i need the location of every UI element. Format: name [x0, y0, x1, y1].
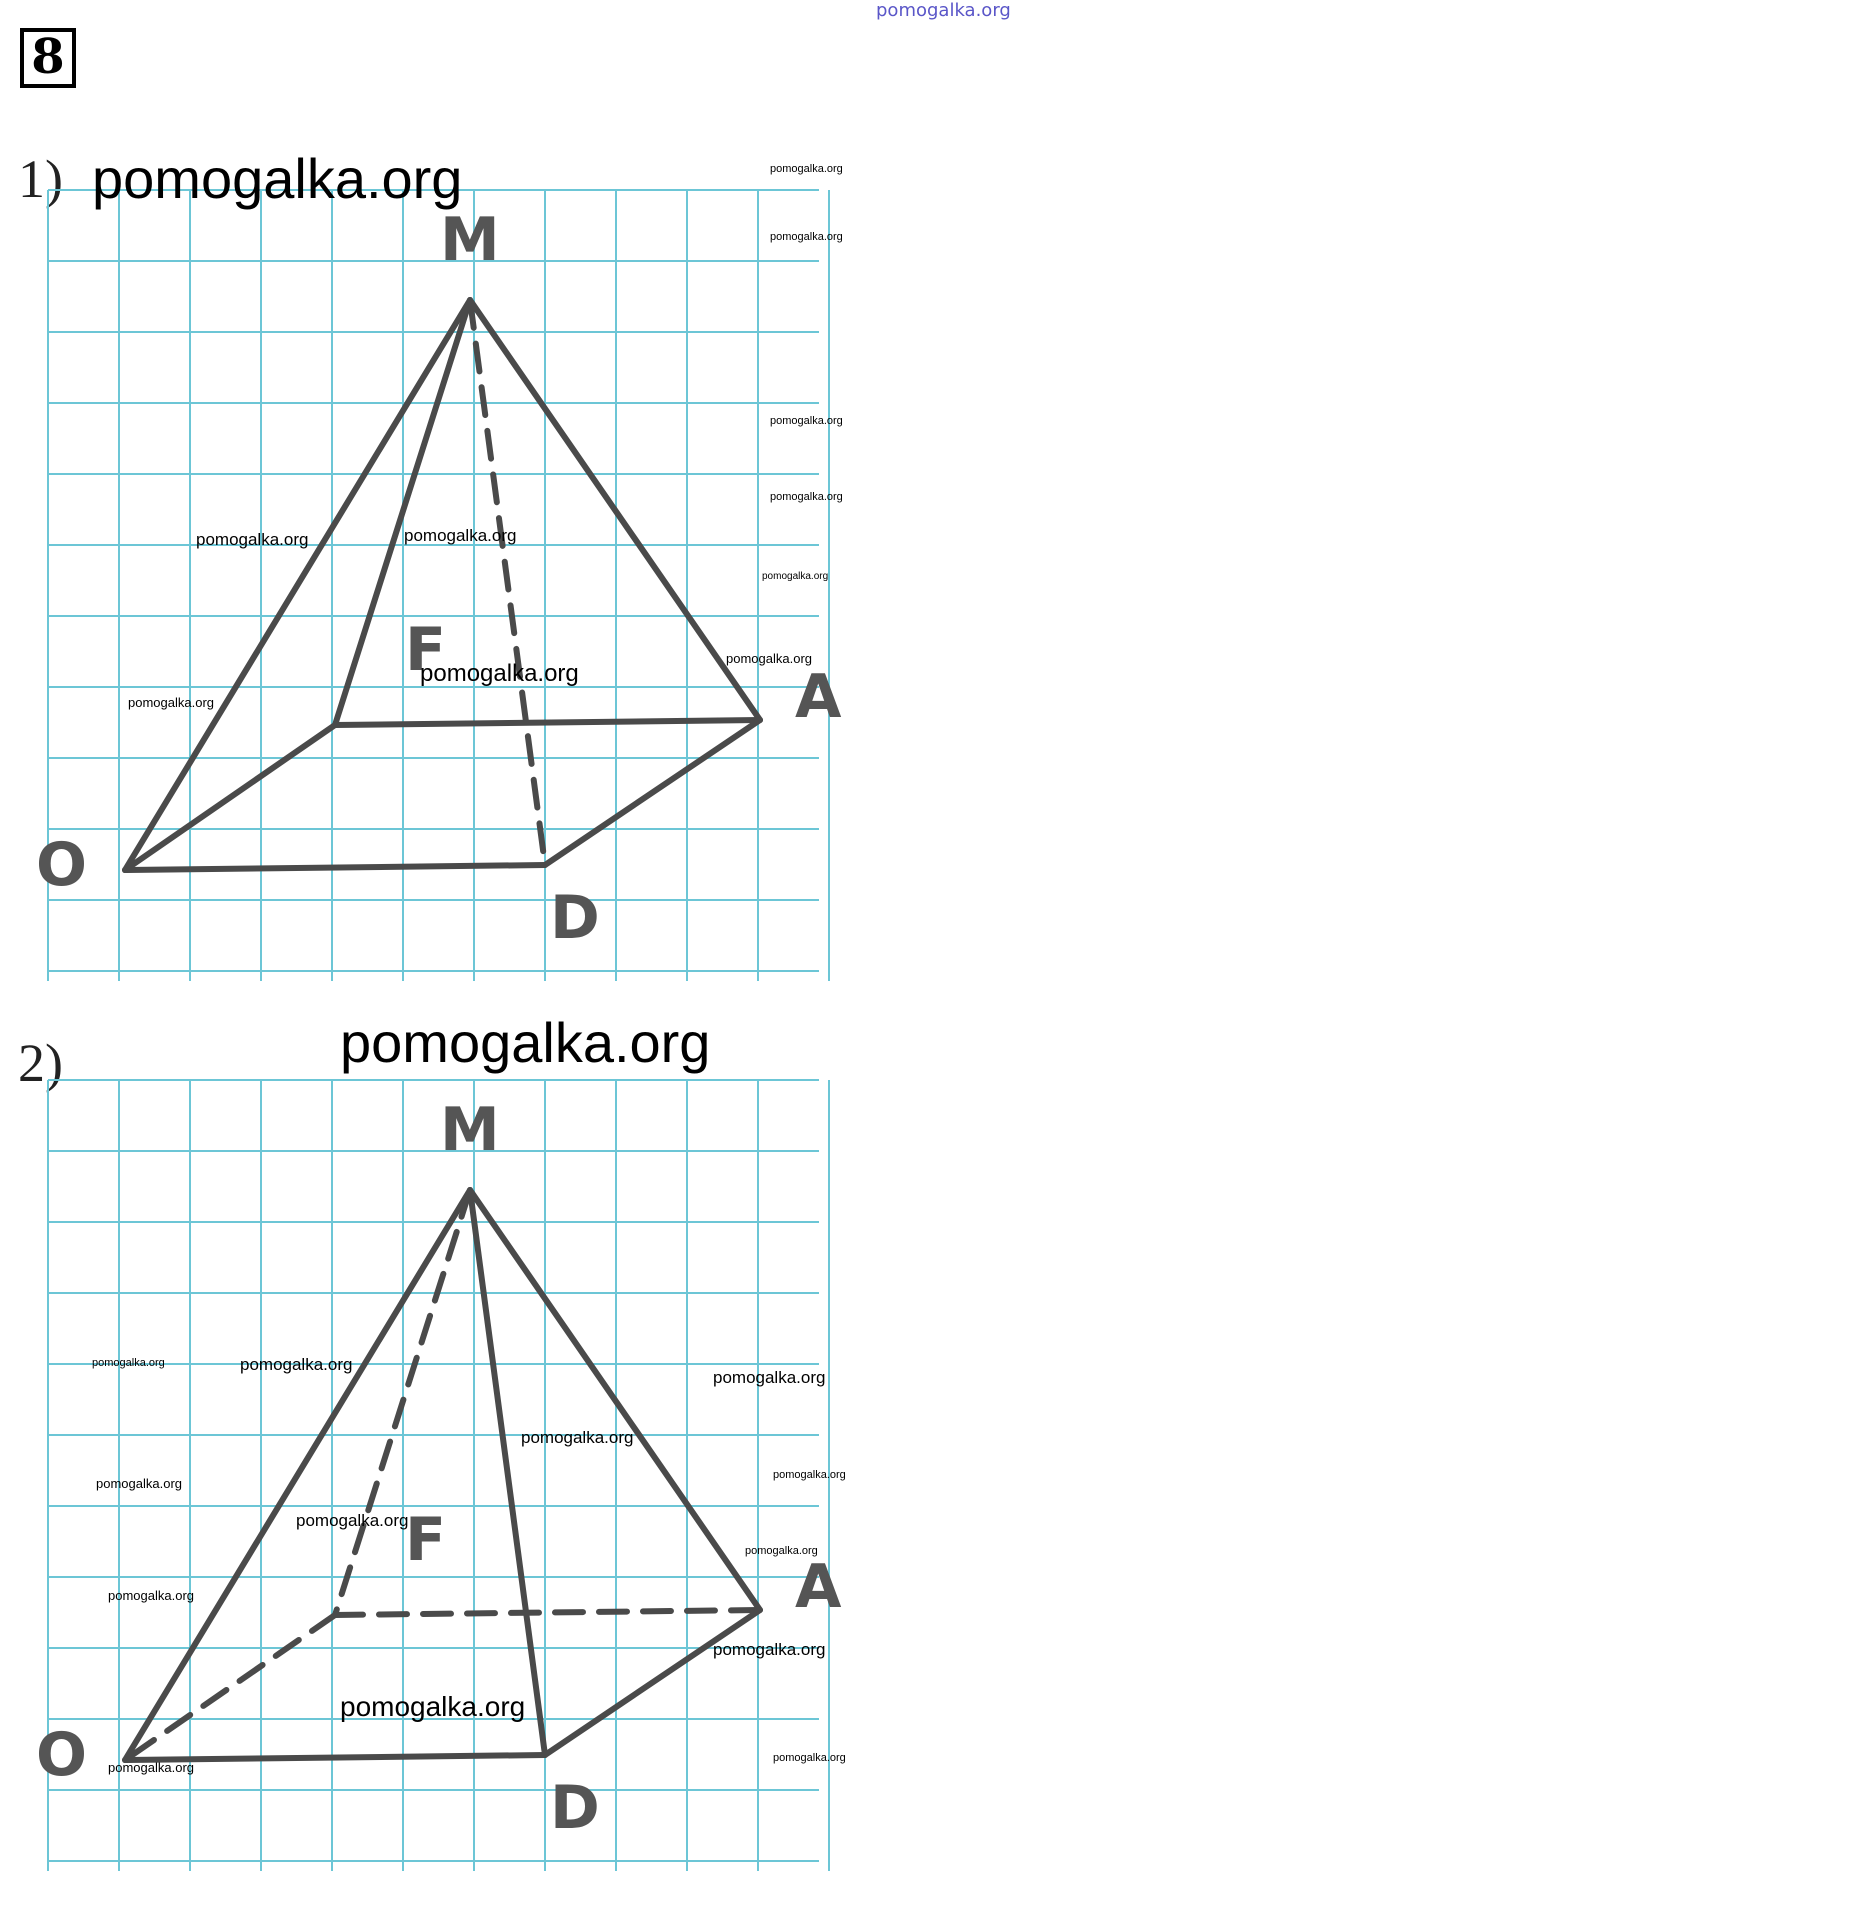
watermark: pomogalka.org	[770, 491, 843, 503]
vertex-label-A: A	[795, 1552, 842, 1622]
edge-MO	[125, 1190, 470, 1760]
edge-MO	[125, 300, 470, 870]
edge-DA	[545, 720, 760, 865]
watermark: pomogalka.org	[108, 1760, 194, 1775]
pyramid-figure-1	[0, 180, 860, 1020]
watermark: pomogalka.org	[770, 415, 843, 427]
vertex-label-D: D	[550, 883, 600, 953]
watermark: pomogalka.org	[196, 530, 309, 549]
task-number-box: 8	[20, 28, 76, 88]
watermark: pomogalka.org	[762, 571, 829, 582]
vertex-label-D: D	[550, 1773, 600, 1843]
watermark: pomogalka.org	[96, 1476, 182, 1491]
watermark: pomogalka.org	[726, 651, 812, 666]
watermark: pomogalka.org	[108, 1588, 194, 1603]
pyramid-figure-2	[0, 1070, 860, 1916]
edge-MD	[470, 1190, 545, 1755]
vertex-label-M: M	[440, 205, 500, 275]
grid-paper	[48, 190, 829, 981]
vertex-label-O: O	[36, 1720, 88, 1790]
watermark: pomogalka.org	[773, 1752, 846, 1764]
site-mark-top: pomogalka.org	[876, 0, 1011, 21]
vertex-label-A: A	[795, 662, 842, 732]
part-1-label: 1)	[18, 149, 63, 209]
edge-MD-hidden	[470, 300, 545, 865]
edge-DA	[545, 1610, 760, 1755]
edge-FO-hidden	[125, 1615, 335, 1760]
watermark: pomogalka.org	[420, 660, 579, 687]
watermark: pomogalka.org	[340, 1011, 711, 1074]
watermark: pomogalka.org	[404, 526, 517, 545]
vertex-label-O: O	[36, 830, 88, 900]
part-2-label: 2)	[18, 1033, 63, 1093]
edge-FO	[125, 725, 335, 870]
watermark: pomogalka.org	[296, 1511, 409, 1530]
vertex-label-F: F	[405, 1505, 446, 1575]
watermark: pomogalka.org	[713, 1368, 826, 1387]
edge-OD	[125, 865, 545, 870]
watermark: pomogalka.org	[92, 1357, 165, 1369]
watermark: pomogalka.org	[128, 695, 214, 710]
watermark: pomogalka.org	[92, 147, 463, 210]
watermark: pomogalka.org	[521, 1428, 634, 1447]
watermark: pomogalka.org	[745, 1545, 818, 1557]
watermark: pomogalka.org	[770, 163, 843, 175]
watermark: pomogalka.org	[240, 1355, 353, 1374]
edge-FA-hidden	[335, 1610, 760, 1615]
edge-FA	[335, 720, 760, 725]
watermark: pomogalka.org	[773, 1469, 846, 1481]
vertex-label-M: M	[440, 1095, 500, 1165]
watermark: pomogalka.org	[770, 231, 843, 243]
watermark: pomogalka.org	[340, 1691, 526, 1722]
watermark: pomogalka.org	[713, 1640, 826, 1659]
pyramid-edges	[125, 300, 760, 870]
vertex-label-F: F	[405, 615, 446, 685]
pyramid-edges	[125, 1190, 760, 1760]
